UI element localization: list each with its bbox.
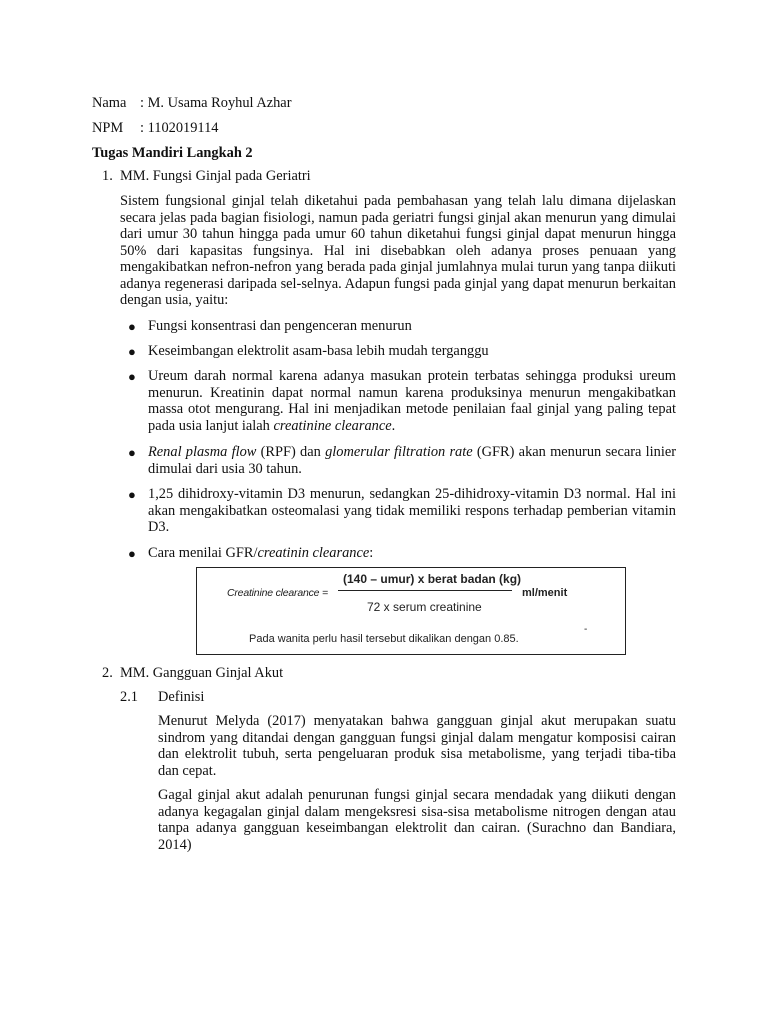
formula-unit: ml/menit bbox=[522, 587, 568, 599]
bullet-item-1: Fungsi konsentrasi dan pengenceran menurun bbox=[148, 318, 412, 334]
bullet-3-text: Ureum darah normal karena adanya masukan protein terbatas sehingga produksi ureum menurun. Kreatinin dapat normal namun karena produksinya menurun mengakibatkan massa otot mengurang. Hal ini menjadikan metode penilaian faal ginjal yang paling tepat pada usia lanjut ialah bbox=[148, 368, 676, 434]
section-1-intro: Sistem fungsional ginjal telah diketahui pada pembahasan yang telah lalu dimana dijelaskan secara jelas pada bagian fisiologi, namun pada geriatri fungsi ginjal akan menurun yang dimulai dari umur 30 tahun hingga pada umur 60 tahun diketahui fungsi ginjal dapat menurun hingga 50% dari kapasitas fungsinya. Hal ini disebabkan oleh adanya proses penuaan yang mengakibatkan nefron-nefron yang berada pada ginjal jumlahnya mulai turun yang tanpa diikuti adanya regenerasi daripada sel-selnya. Adapun fungsi pada ginjal yang dapat menurun berkaitan dengan usia, yaitu: bbox=[120, 193, 676, 308]
npm-label: NPM bbox=[92, 120, 124, 136]
bullet-3-end: . bbox=[391, 417, 396, 434]
definition-paragraph-2: Gagal ginjal akut adalah penurunan fungsi ginjal secara mendadak yang diikuti dengan adanya kegagalan ginjal dalam mengeksresi sisa-sisa metabolisme nitrogen dengan atau tanpa adanya gangguan keseimbangan elektrolit dan cairan. (Surachno dan Bandiara, 2014) bbox=[158, 787, 676, 853]
bullet-icon: ● bbox=[128, 546, 136, 561]
bullet-4-text-2: (GFR) akan menurun secara linier dimulai dari usia 30 tahun. bbox=[148, 444, 676, 477]
assignment-title: Tugas Mandiri Langkah 2 bbox=[92, 145, 253, 161]
formula-note: Pada wanita perlu hasil tersebut dikalikan dengan 0.85. bbox=[249, 633, 519, 645]
formula-numerator: (140 – umur) x berat badan (kg) bbox=[343, 572, 522, 586]
bullet-4-text-1: (RPF) dan bbox=[256, 444, 326, 460]
bullet-item-6 bbox=[148, 545, 676, 562]
name-label: Nama bbox=[92, 95, 127, 111]
npm-row bbox=[92, 120, 218, 137]
bullet-icon: ● bbox=[128, 344, 136, 359]
npm-value: : 1102019114 bbox=[140, 120, 219, 136]
bullet-icon: ● bbox=[128, 487, 136, 502]
creatinine-clearance-formula bbox=[196, 567, 626, 655]
name-row bbox=[92, 95, 291, 112]
bullet-item-5: 1,25 dihidroxy-vitamin D3 menurun, sedangkan 25-dihidroxy-vitamin D3 normal. Hal ini akan mengakibatkan osteomalasi yang tidak memiliki respons terhadap pemberian vitamin D3. bbox=[148, 486, 676, 535]
bullet-item-3 bbox=[148, 368, 676, 434]
bullet-item-2: Keseimbangan elektrolit asam-basa lebih mudah terganggu bbox=[148, 343, 489, 359]
bullet-icon: ● bbox=[128, 445, 136, 460]
section-2-title: MM. Gangguan Ginjal Akut bbox=[120, 665, 284, 681]
subsection-2-1-title: Definisi bbox=[158, 689, 205, 705]
formula-mark: - bbox=[584, 624, 588, 635]
bullet-icon: ● bbox=[128, 369, 136, 384]
bullet-icon: ● bbox=[128, 319, 136, 334]
bullet-4-italic-1: Renal plasma flow bbox=[148, 444, 257, 460]
bullet-6-italic: creatinin clearance bbox=[257, 545, 370, 561]
formula-fraction-line bbox=[338, 590, 512, 591]
section-2-number: 2. bbox=[102, 665, 113, 681]
bullet-4-italic-2: glomerular filtration rate bbox=[325, 444, 473, 460]
bullet-3-italic: creatinine clearance bbox=[273, 417, 392, 434]
name-value: : M. Usama Royhul Azhar bbox=[140, 95, 292, 111]
section-1-number: 1. bbox=[102, 168, 113, 184]
section-1-title: MM. Fungsi Ginjal pada Geriatri bbox=[120, 168, 311, 184]
subsection-2-1-number: 2.1 bbox=[120, 689, 138, 705]
formula-denominator: 72 x serum creatinine bbox=[367, 600, 482, 614]
definition-paragraph-1: Menurut Melyda (2017) menyatakan bahwa gangguan ginjal akut merupakan suatu sindrom yang ditandai dengan gangguan fungsi ginjal dalam mengatur komposisi cairan dan elektrolit tubuh, serta pengeluaran produk sisa metabolisme, yang terjadi tiba-tiba dan cepat. bbox=[158, 713, 676, 779]
bullet-item-4 bbox=[148, 444, 676, 477]
bullet-6-text: Cara menilai GFR/ bbox=[148, 545, 258, 561]
formula-lhs: Creatinine clearance = bbox=[227, 587, 328, 599]
bullet-6-end: : bbox=[369, 545, 374, 561]
